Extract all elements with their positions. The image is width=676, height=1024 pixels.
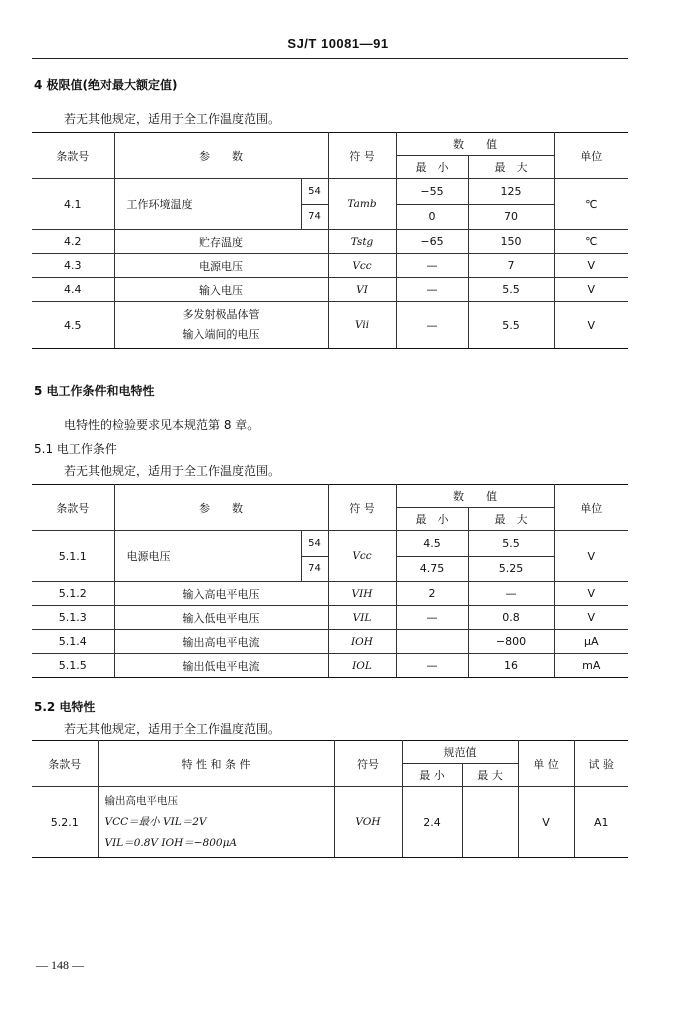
unit-cell: mA [554, 654, 628, 678]
clause-cell: 4.1 [32, 179, 114, 230]
max-cell: 150 [468, 230, 554, 254]
header-clause: 条款号 [32, 133, 114, 179]
header-test: 试 验 [574, 741, 628, 787]
table-row [32, 278, 628, 302]
clause-cell: 5.1.2 [32, 582, 114, 606]
section-5-2-note: 若无其他规定，适用于全工作温度范围。 [64, 722, 281, 736]
param-cell: 贮存温度 [114, 230, 328, 254]
param-cell: 输入高电平电压 [114, 582, 328, 606]
condition-line-1: VCC＝最小 VIL＝2V [104, 815, 207, 828]
header-max: 最 大 [462, 764, 518, 787]
symbol-cell: IOL [328, 654, 396, 678]
unit-cell: V [554, 254, 628, 278]
unit-cell: V [518, 787, 574, 858]
table-row [32, 582, 628, 606]
unit-cell: V [554, 278, 628, 302]
table-row [32, 630, 628, 654]
header-param: 参 数 [114, 485, 328, 531]
clause-cell: 5.2.1 [32, 787, 98, 858]
unit-cell: V [554, 606, 628, 630]
max-a: 5.5 [469, 531, 554, 557]
unit-cell: V [554, 531, 628, 582]
table-row [32, 302, 628, 349]
max-cell: −800 [468, 630, 554, 654]
section-4-note: 若无其他规定，适用于全工作温度范围。 [64, 112, 281, 126]
table-row [32, 531, 628, 582]
symbol-cell: Tamb [328, 179, 396, 230]
header-symbol: 符 号 [328, 133, 396, 179]
header-symbol: 符号 [334, 741, 402, 787]
header-max: 最 大 [468, 508, 554, 531]
min-b: 4.75 [419, 562, 445, 576]
param-line-1: 多发射极晶体管 [182, 308, 260, 321]
header-unit: 单 位 [518, 741, 574, 787]
table-row [32, 254, 628, 278]
standard-code-header: SJ/T 10081—91 [287, 36, 389, 51]
min-cell: — [396, 278, 468, 302]
symbol-cell: VI [328, 278, 396, 302]
section-5-1-note: 若无其他规定，适用于全工作温度范围。 [64, 464, 281, 478]
header-min: 最 小 [396, 508, 468, 531]
min-cell: 2.4 [402, 787, 462, 858]
clause-cell: 4.4 [32, 278, 114, 302]
series-ranges [301, 531, 328, 581]
range-b: 74 [308, 563, 321, 575]
section-4-title: 4 极限值(绝对最大额定值) [34, 78, 178, 92]
unit-cell: ℃ [554, 230, 628, 254]
max-b: 5.25 [498, 562, 524, 576]
min-cell [396, 630, 468, 654]
header-param: 参 数 [114, 133, 328, 179]
section-5-note: 电特性的检验要求见本规范第 8 章。 [64, 418, 260, 432]
clause-cell: 4.3 [32, 254, 114, 278]
param-cell [114, 302, 328, 349]
clause-cell: 5.1.5 [32, 654, 114, 678]
header-characteristics: 特 性 和 条 件 [98, 741, 334, 787]
header-symbol: 符 号 [328, 485, 396, 531]
header-min: 最 小 [396, 156, 468, 179]
max-cell [468, 179, 554, 230]
range-a: 54 [302, 179, 328, 205]
characteristic-name: 输出高电平电压 [104, 794, 178, 807]
param-line-2: 输入端间的电压 [182, 328, 260, 341]
section-5-1-title: 5.1 电工作条件 [34, 442, 117, 456]
max-cell [468, 531, 554, 582]
clause-cell: 5.1.3 [32, 606, 114, 630]
param-cell: 输入低电平电压 [114, 606, 328, 630]
max-cell: — [468, 582, 554, 606]
min-cell: — [396, 302, 468, 349]
unit-cell: μA [554, 630, 628, 654]
table-row [32, 787, 628, 858]
test-cell: A1 [574, 787, 628, 858]
header-value: 数 值 [396, 133, 554, 156]
clause-cell: 5.1.1 [32, 531, 114, 582]
param-cell: 电源电压 [114, 254, 328, 278]
param-cell [114, 179, 328, 230]
limits-table [32, 132, 628, 349]
min-cell: — [396, 606, 468, 630]
max-cell: 5.5 [468, 278, 554, 302]
symbol-cell: Vcc [328, 254, 396, 278]
clause-cell: 5.1.4 [32, 630, 114, 654]
clause-cell: 4.2 [32, 230, 114, 254]
clause-cell: 4.5 [32, 302, 114, 349]
unit-cell: ℃ [554, 179, 628, 230]
symbol-cell: IOH [328, 630, 396, 654]
min-a: −55 [397, 179, 468, 205]
param-text: 工作环境温度 [126, 198, 193, 211]
max-cell: 0.8 [468, 606, 554, 630]
unit-cell: V [554, 302, 628, 349]
table-row [32, 230, 628, 254]
min-cell: −65 [396, 230, 468, 254]
max-cell [462, 787, 518, 858]
symbol-cell: VOH [334, 787, 402, 858]
operating-conditions-table [32, 484, 628, 678]
max-a: 125 [469, 179, 554, 205]
param-cell: 输出高电平电流 [114, 630, 328, 654]
param-text: 电源电压 [126, 550, 171, 563]
param-cell: 输入电压 [114, 278, 328, 302]
range-b: 74 [308, 211, 321, 223]
section-5-title: 5 电工作条件和电特性 [34, 384, 155, 398]
table-row [32, 179, 628, 230]
min-cell: — [396, 654, 468, 678]
series-ranges [301, 179, 328, 229]
min-a: 4.5 [397, 531, 468, 557]
min-cell [396, 531, 468, 582]
table-row [32, 606, 628, 630]
header-unit: 单位 [554, 485, 628, 531]
range-a: 54 [302, 531, 328, 557]
min-cell: — [396, 254, 468, 278]
param-cell: 输出低电平电流 [114, 654, 328, 678]
min-b: 0 [428, 210, 436, 224]
condition-line-2: VIL＝0.8V IOH＝−800μA [104, 836, 237, 849]
header-min: 最 小 [402, 764, 462, 787]
min-cell: 2 [396, 582, 468, 606]
max-b: 70 [504, 210, 518, 224]
max-cell: 16 [468, 654, 554, 678]
symbol-cell: VIL [328, 606, 396, 630]
header-max: 最 大 [468, 156, 554, 179]
header-rule [32, 58, 628, 59]
symbol-cell: VIH [328, 582, 396, 606]
header-clause: 条款号 [32, 485, 114, 531]
header-limit: 规范值 [402, 741, 518, 764]
page-number: — 148 — [36, 958, 84, 972]
unit-cell: V [554, 582, 628, 606]
param-cell [114, 531, 328, 582]
max-cell: 5.5 [468, 302, 554, 349]
header-clause: 条款号 [32, 741, 98, 787]
max-cell: 7 [468, 254, 554, 278]
section-5-2-title: 5.2 电特性 [34, 700, 96, 714]
min-cell [396, 179, 468, 230]
symbol-cell: Vcc [328, 531, 396, 582]
header-value: 数 值 [396, 485, 554, 508]
table-row [32, 654, 628, 678]
symbol-cell: Vii [328, 302, 396, 349]
conditions-cell [98, 787, 334, 858]
symbol-cell: Tstg [328, 230, 396, 254]
electrical-characteristics-table [32, 740, 628, 858]
header-unit: 单位 [554, 133, 628, 179]
